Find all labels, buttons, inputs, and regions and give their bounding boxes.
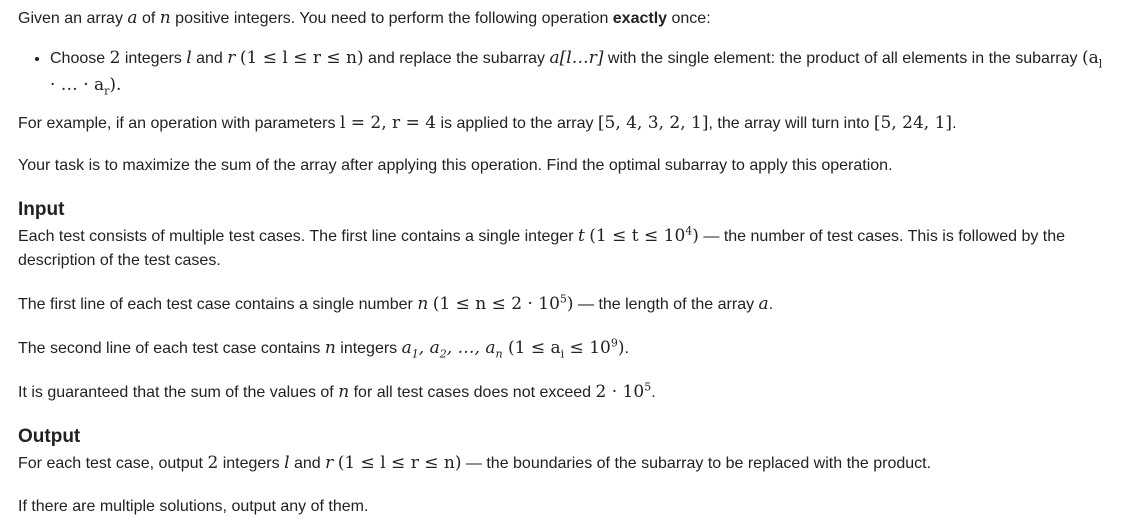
product-open: (a: [1081, 48, 1099, 68]
output-p1-text-2: integers: [218, 455, 285, 472]
sum-limit-exp: 5: [644, 380, 652, 394]
math-n-condition: [433, 294, 574, 314]
input-p4-text-3: .: [651, 384, 656, 401]
output-paragraph-2: If there are multiple solutions, output any of them.: [18, 498, 369, 515]
output-heading: Output: [18, 426, 81, 447]
seq-sub-2: 2: [439, 347, 447, 361]
input-paragraph-1: [18, 224, 1108, 273]
math-condition: (1 ≤ l ≤ r ≤ n): [239, 48, 364, 68]
math-n: n: [417, 294, 429, 314]
math-n: n: [324, 338, 336, 358]
n-cond-a: (1 ≤ n ≤ 2 · 10: [432, 294, 560, 314]
bullet-text-1: Choose: [50, 50, 110, 67]
math-a: a: [758, 294, 769, 314]
input-p1-text-2: — the number of test cases. This is followed by the description of the test cases.: [18, 228, 1066, 269]
output-p1-text-4: — the boundaries of the subarray to be replaced with the product.: [461, 455, 932, 472]
math-n: n: [338, 382, 350, 402]
math-n: n: [159, 8, 171, 28]
ai-cond-exp: 9: [610, 336, 618, 350]
intro-paragraph: [18, 6, 1108, 31]
output-p1-text-3: and: [289, 455, 326, 472]
math-t: t: [577, 226, 585, 246]
input-heading: Input: [18, 199, 65, 220]
math-array-after: [5, 24, 1]: [873, 113, 953, 133]
example-text-2: is applied to the array: [436, 115, 598, 132]
input-p2-text-2: — the length of the array: [573, 296, 759, 313]
input-p3-text-2: integers: [335, 340, 402, 357]
product-sub-r: r: [104, 84, 110, 98]
input-paragraph-4: [18, 380, 1108, 405]
bullet-text-2: integers: [120, 50, 187, 67]
input-paragraph-3: [18, 336, 1108, 361]
intro-text-1: Given an array: [18, 10, 128, 27]
example-text-1: For example, if an operation with parameters: [18, 115, 340, 132]
input-p4-text-2: for all test cases does not exceed: [349, 384, 596, 401]
example-paragraph: [18, 111, 1108, 136]
math-a: a: [127, 8, 138, 28]
math-r: r: [227, 48, 236, 68]
n-cond-exp: 5: [559, 292, 567, 306]
input-p4-text-1: It is guaranteed that the sum of the values of: [18, 384, 339, 401]
math-sum-limit: [596, 382, 652, 402]
sum-limit-base: 2 · 10: [595, 382, 645, 402]
math-sequence: [401, 338, 503, 361]
seq-a: a: [401, 338, 412, 358]
product-mid: · … · a: [50, 75, 105, 95]
ai-cond-c: ): [617, 338, 625, 358]
intro-text-3: positive integers. You need to perform the following operation: [170, 10, 613, 27]
n-cond-b: ): [566, 294, 574, 314]
input-p3-text-3: .: [624, 340, 629, 357]
ai-cond-sub-i: i: [560, 347, 565, 361]
example-text-3: , the array will turn into: [708, 115, 874, 132]
bullet-text-3: and: [191, 50, 228, 67]
t-cond-a: (1 ≤ t ≤ 10: [589, 226, 686, 246]
ai-cond-a: (1 ≤ a: [502, 338, 561, 358]
output-p1-text-1: For each test case, output: [18, 455, 208, 472]
intro-bold-exactly: exactly: [612, 10, 668, 27]
seq-comma-2: , …, a: [446, 338, 496, 358]
t-cond-exp: 4: [685, 224, 693, 238]
output-paragraph-1: [18, 451, 1108, 476]
math-lr-condition: (1 ≤ l ≤ r ≤ n): [337, 453, 462, 473]
input-p3-text-1: The second line of each test case contains: [18, 340, 325, 357]
intro-text-2: of: [137, 10, 160, 27]
math-ai-condition: [502, 336, 625, 361]
task-paragraph: Your task is to maximize the sum of the array after applying this operation. Find the optimal subarray to apply this operation.: [18, 157, 893, 174]
math-l: l: [186, 48, 192, 68]
input-p2-text-3: .: [768, 296, 774, 313]
math-subarray: a[l…r]: [549, 48, 604, 68]
math-params: l = 2, r = 4: [339, 113, 437, 133]
seq-sub-n: n: [495, 347, 503, 361]
product-sub-l: l: [1098, 57, 1103, 71]
math-array-before: [5, 4, 3, 2, 1]: [597, 113, 709, 133]
intro-text-4: once:: [667, 10, 711, 27]
math-t-condition: [589, 226, 699, 246]
math-r: r: [325, 453, 334, 473]
math-2: 2: [207, 453, 219, 473]
bullet-text-4: and replace the subarray: [363, 50, 550, 67]
operation-list: [18, 45, 1108, 99]
t-cond-b: ): [692, 226, 699, 246]
math-2: 2: [109, 48, 121, 68]
bullet-text-5: with the single element: the product of all elements in the subarray: [603, 50, 1082, 67]
input-p1-text-1: Each test consists of multiple test cases. The first line contains a single integer: [18, 228, 578, 245]
ai-cond-b: ≤ 10: [564, 338, 611, 358]
example-text-4: .: [952, 115, 957, 132]
input-p2-text-1: The first line of each test case contains a single number: [18, 296, 418, 313]
product-close: ).: [109, 75, 122, 95]
operation-bullet: [50, 45, 1108, 99]
math-l: l: [284, 453, 290, 473]
input-paragraph-2: [18, 292, 1108, 317]
seq-comma-1: , a: [418, 338, 440, 358]
seq-sub-1: 1: [411, 347, 419, 361]
